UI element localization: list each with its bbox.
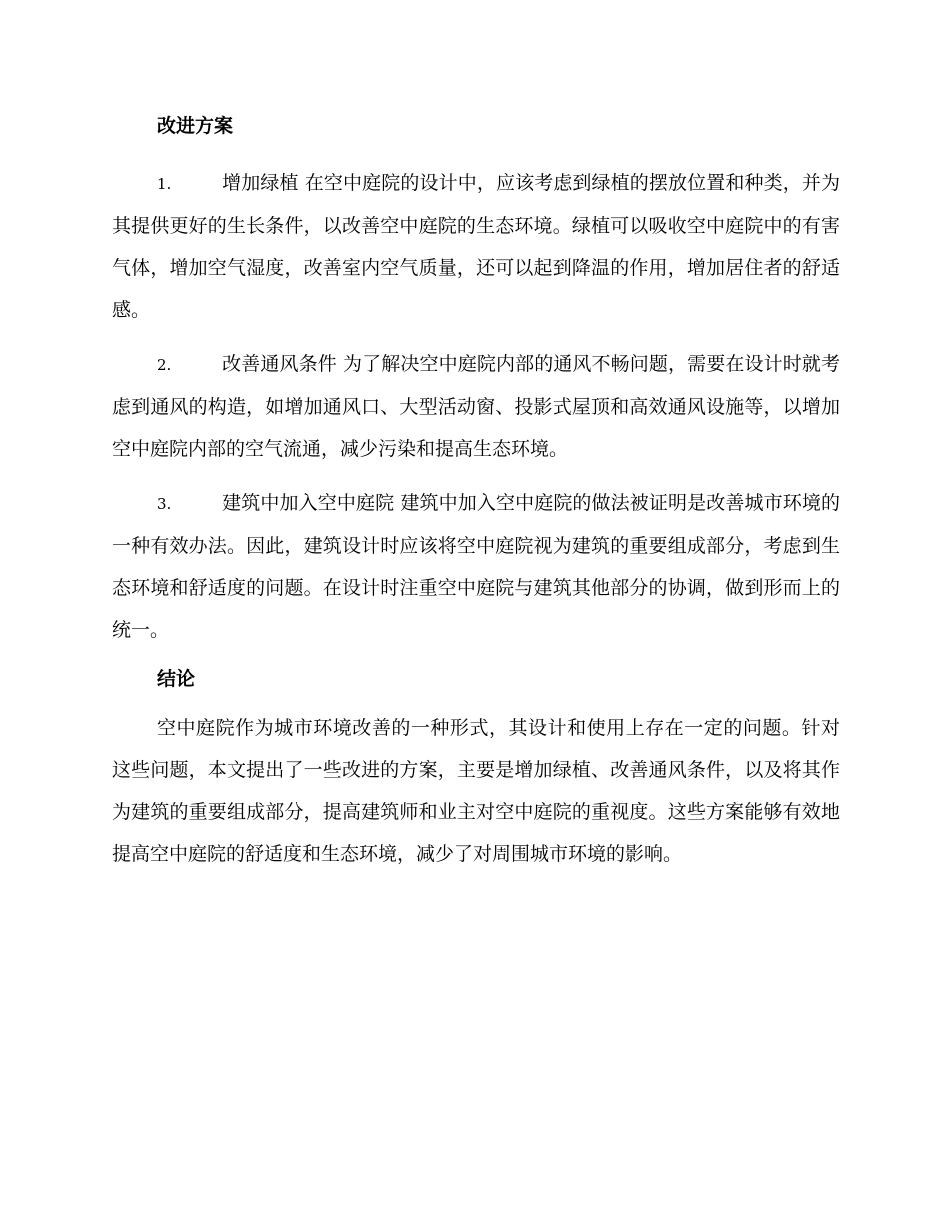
list-item-3 [112,482,840,651]
list-item-1 [112,162,840,331]
list-item-text: 建筑中加入空中庭院 建筑中加入空中庭院的做法被证明是改善城市环境的一种有效办法。因此，建筑设计时应该将空中庭院视为建筑的重要组成部分，考虑到生态环境和舒适度的问题。在设计时注重空中庭院与建筑其他部分的协调，做到形而上的统一。 [112,492,840,641]
list-number: 3. [157,495,172,513]
list-item-2 [112,343,840,470]
list-number: 2. [157,356,172,374]
list-item-text: 增加绿植 在空中庭院的设计中，应该考虑到绿植的摆放位置和种类，并为其提供更好的生长条件，以改善空中庭院的生态环境。绿植可以吸收空中庭院中的有害气体，增加空气湿度，改善室内空气质量，还可以起到降温的作用，增加居住者的舒适感。 [112,172,840,321]
conclusion-paragraph: 空中庭院作为城市环境改善的一种形式，其设计和使用上存在一定的问题。针对这些问题，本文提出了一些改进的方案，主要是增加绿植、改善通风条件，以及将其作为建筑的重要组成部分，提高建筑师和业主对空中庭院的重视度。这些方案能够有效地提高空中庭院的舒适度和生态环境，减少了对周围城市环境的影响。 [112,717,840,865]
list-number: 1. [157,175,172,193]
section-heading-improvement: 改进方案 [157,115,234,137]
section-heading-conclusion: 结论 [157,668,196,690]
list-item-text: 改善通风条件 为了解决空中庭院内部的通风不畅问题，需要在设计时就考虑到通风的构造，如增加通风口、大型活动窗、投影式屋顶和高效通风设施等，以增加空中庭院内部的空气流通，减少污染和提高生态环境。 [112,353,840,460]
document-page [112,112,840,875]
